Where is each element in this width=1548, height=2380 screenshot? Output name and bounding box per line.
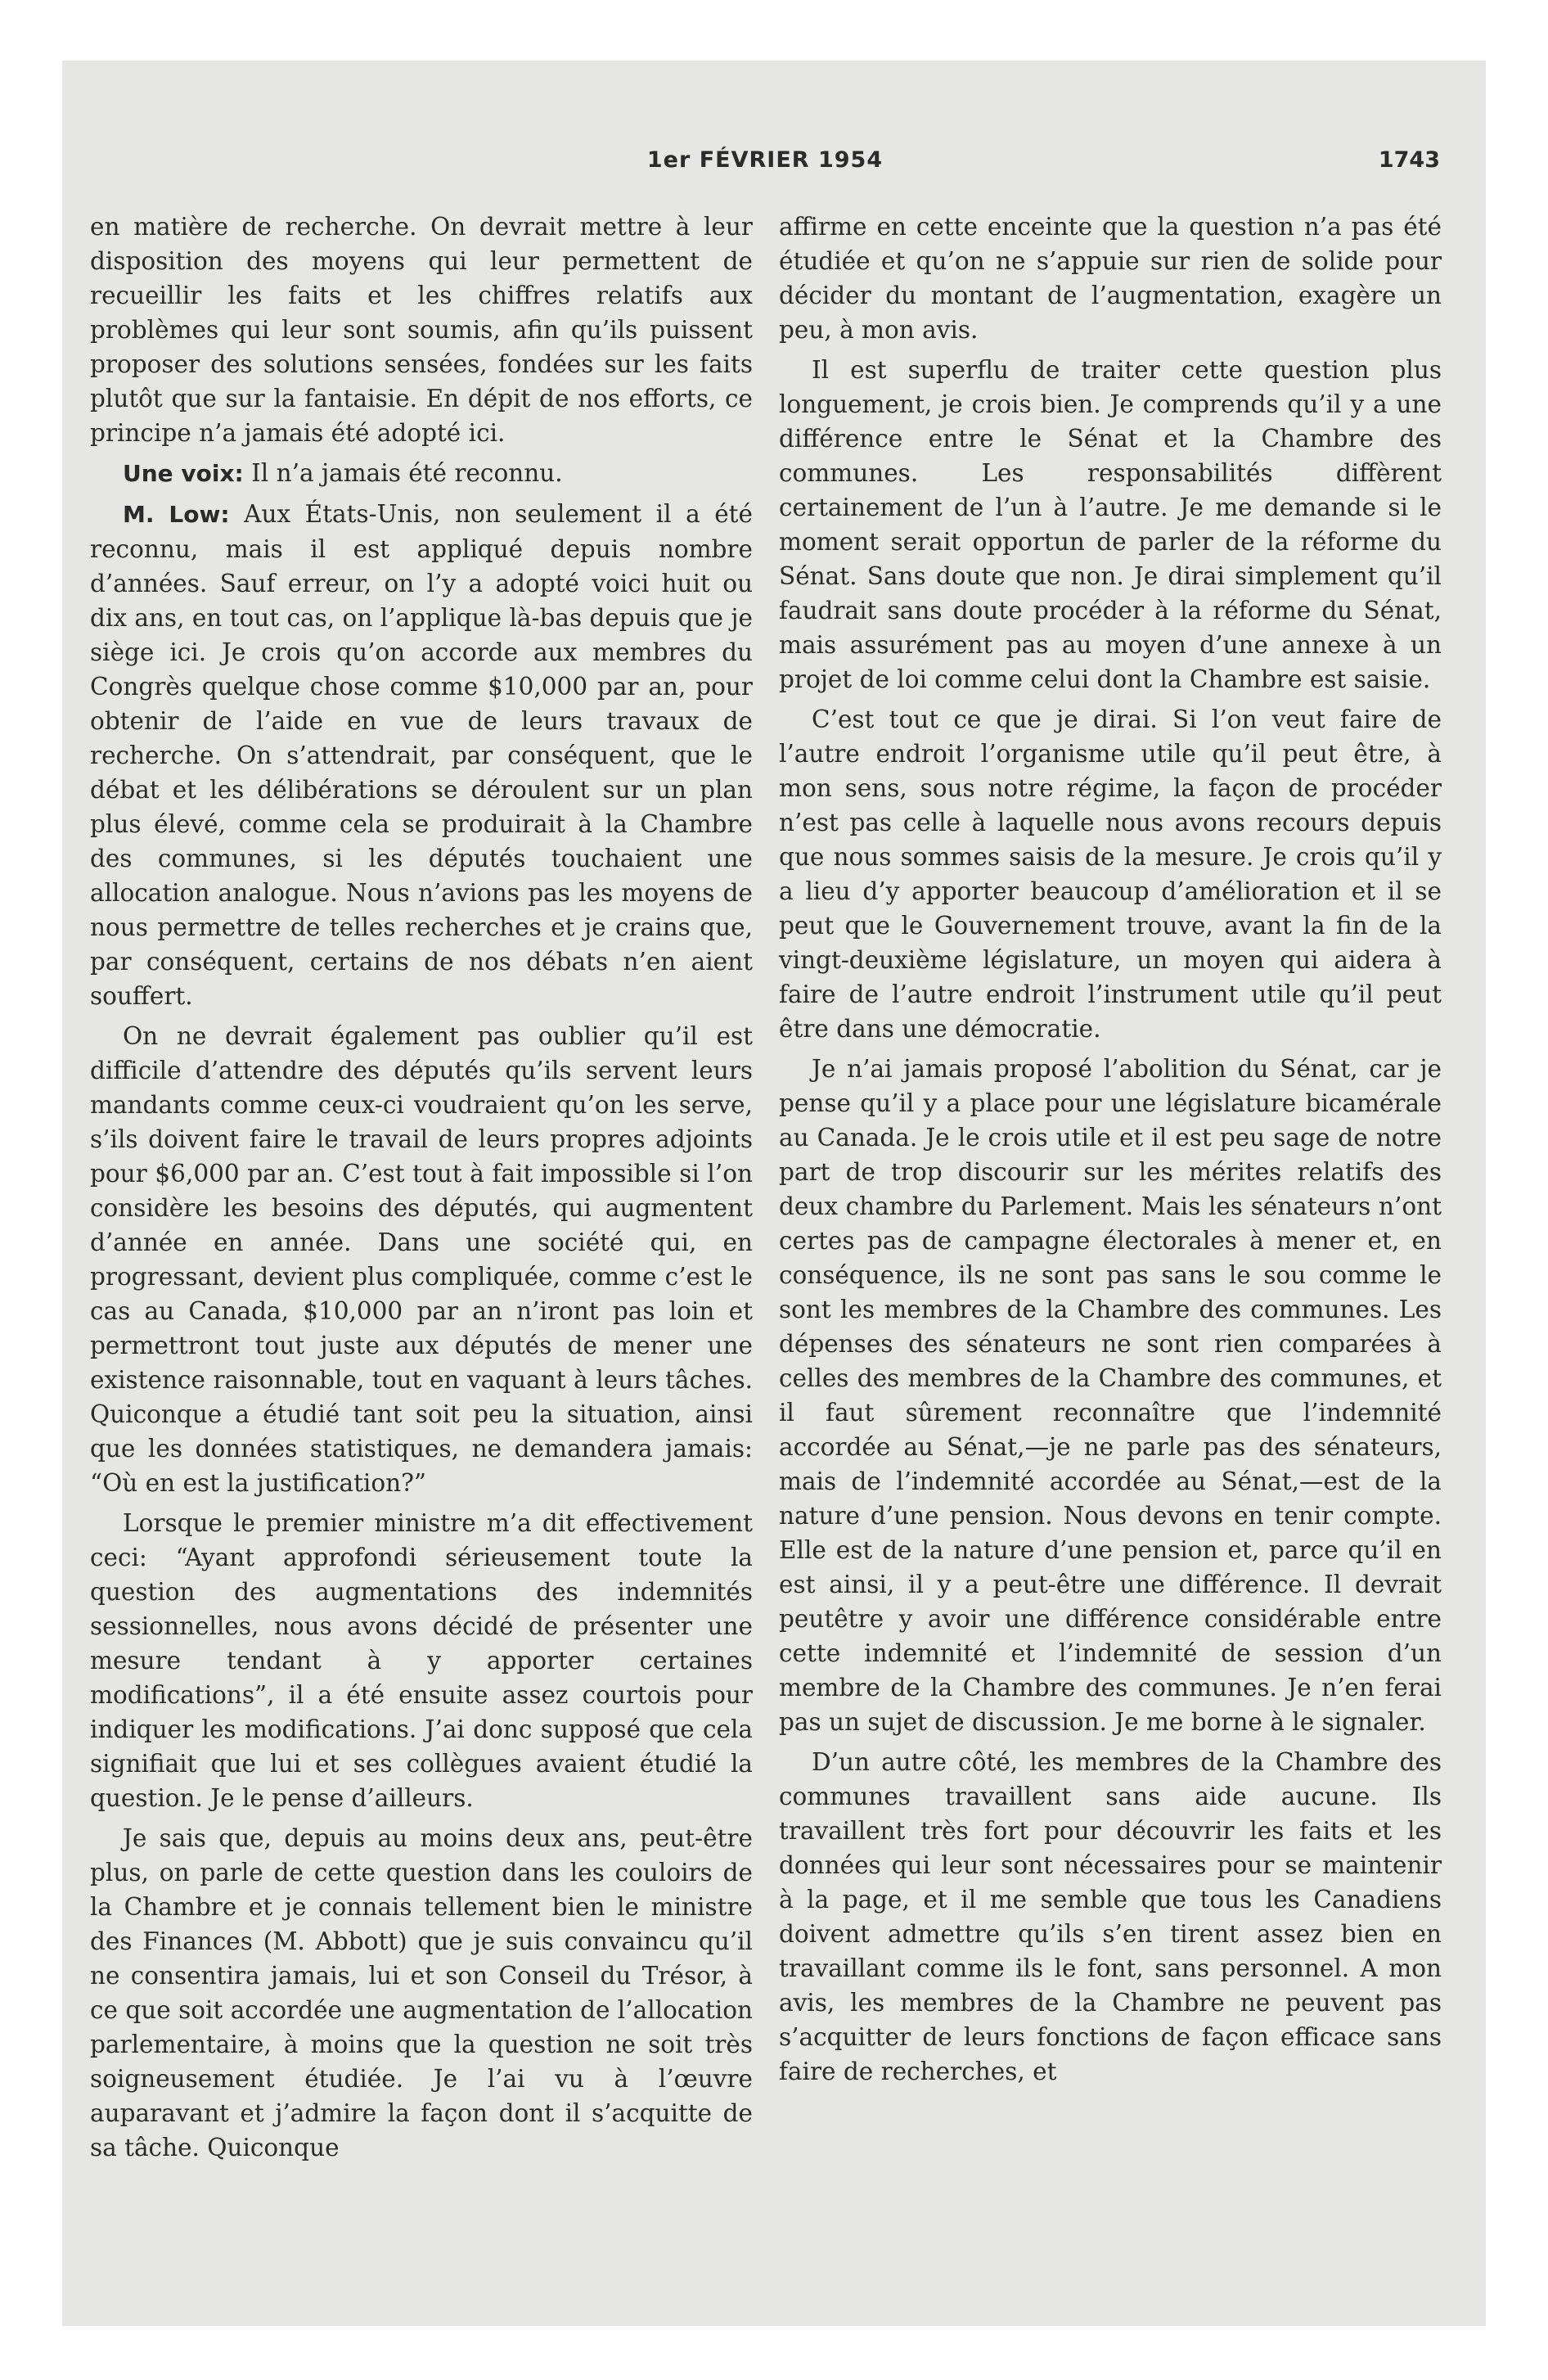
speaker-name: M. Low: (123, 501, 230, 528)
paragraph-text: On ne devrait également pas oublier qu’il est difficile d’attendre des députés qu’ils servent leurs mandants comme ceux-ci voudraient qu’on les serve, s’ils doivent faire le travail de leurs propres adjoints pour $6,000 par an. C’est tout à fait impossible si l’on considère les besoins des députés, qui augmentent d’année en année. Dans une société qui, en progressant, devient plus compliquée, comme c’est le cas au Canada, $10,000 par an n’iront pas loin et permettront tout juste aux députés de mener une existence raisonnable, tout en vaquant à leurs tâches. Quiconque a étudié tant soit peu la situation, ainsi que les données statistiques, ne demandera jamais: “Où en est la justification?” (90, 1022, 753, 1497)
left-column (90, 210, 753, 2170)
paragraph-text: en matière de recherche. On devrait mettre à leur disposition des moyens qui leur permettent de recueillir les faits et les chiffres relatifs aux problèmes qui leur sont soumis, afin qu’ils puissent proposer des solutions sensées, fondées sur les faits plutôt que sur la fantaisie. En dépit de nos efforts, ce principe n’a jamais été adopté ici. (90, 213, 753, 447)
paragraph-text: Il n’a jamais été reconnu. (251, 459, 563, 487)
speaker-name: Une voix: (123, 460, 244, 487)
paragraph (90, 456, 753, 491)
paragraph (779, 1745, 1442, 2089)
right-column (779, 210, 1442, 2094)
paragraph-text: Lorsque le premier ministre m’a dit effectivement ceci: “Ayant approfondi sérieusement toute la question des augmentations des indemnités sessionnelles, nous avons décidé de présenter une mesure tendant à y apporter certaines modifications”, il a été ensuite assez courtois pour indiquer les modifications. J’ai donc supposé que cela signifiait que lui et ses collègues avaient étudié la question. Je le pense d’ailleurs. (90, 1509, 753, 1812)
page-header (90, 147, 1440, 180)
paragraph (779, 702, 1442, 1046)
paragraph-text: Je n’ai jamais proposé l’abolition du Sénat, car je pense qu’il y a place pour une législature bicamérale au Canada. Je le crois utile et il est peu sage de notre part de trop discourir sur les mérites relatifs des deux chambre du Parlement. Mais les sénateurs n’ont certes pas de campagne électorales à mener et, en conséquence, ils ne sont pas sans le sou comme le sont les membres de la Chambre des communes. Les dépenses des sénateurs ne sont rien comparées à celles des membres de la Chambre des communes, et il faut sûrement reconnaître que l’indemnité accordée au Sénat,—je ne parle pas des sénateurs, mais de l’indemnité accordée au Sénat,—est de la nature d’une pension. Nous devons en tenir compte. Elle est de la nature d’une pension et, parce qu’il en est ainsi, il y a peut-être une différence. Il devrait peutêtre y avoir une différence considérable entre cette indemnité et l’indemnité de session d’un membre de la Chambre des communes. Je n’en ferai pas un sujet de discussion. Je me borne à le signaler. (779, 1055, 1442, 1736)
paragraph (90, 497, 753, 1013)
paragraph (90, 1821, 753, 2165)
paragraph-text: D’un autre côté, les membres de la Chambre des communes travaillent sans aide aucune. Ils travaillent très fort pour découvrir les faits et les données qui leur sont nécessaires pour se maintenir à la page, et il me semble que tous les Canadiens doivent admettre qu’ils s’en tirent assez bien en travaillant comme ils le font, sans personnel. A mon avis, les membres de la Chambre ne peuvent pas s’acquitter de leurs fonctions de façon efficace sans faire de recherches, et (779, 1748, 1442, 2085)
paragraph (779, 353, 1442, 696)
paragraph-text: Je sais que, depuis au moins deux ans, peut-être plus, on parle de cette question dans les couloirs de la Chambre et je connais tellement bien le ministre des Finances (M. Abbott) que je suis convaincu qu’il ne consentira jamais, lui et son Conseil du Trésor, à ce que soit accordée une augmentation de l’allocation parlementaire, à moins que la question ne soit très soigneusement étudiée. Je l’ai vu à l’œuvre auparavant et j’admire la façon dont il s’acquitte de sa tâche. Quiconque (90, 1824, 753, 2161)
page-number: 1743 (1378, 147, 1440, 173)
paragraph (90, 1506, 753, 1815)
header-date: 1er FÉVRIER 1954 (646, 147, 884, 173)
paragraph-text: C’est tout ce que je dirai. Si l’on veut faire de l’autre endroit l’organisme utile qu’il peut être, à mon sens, sous notre régime, la façon de procéder n’est pas celle à laquelle nous avons recours depuis que nous sommes saisis de la mesure. Je crois qu’il y a lieu d’y apporter beaucoup d’amélioration et il se peut que le Gouvernement trouve, avant la fin de la vingt-deuxième législature, un moyen qui aidera à faire de l’autre endroit l’instrument utile qu’il peut être dans une démocratie. (779, 705, 1442, 1043)
paragraph (779, 210, 1442, 347)
paragraph-text: Aux États-Unis, non seulement il a été reconnu, mais il est appliqué depuis nombre d’années. Sauf erreur, on l’y a adopté voici huit ou dix ans, en tout cas, on l’applique là-bas depuis que je siège ici. Je crois qu’on accorde aux membres du Congrès quelque chose comme $10,000 par an, pour obtenir de l’aide en vue de leurs travaux de recherche. On s’attendrait, par conséquent, que le débat et les délibérations se déroulent sur un plan plus élevé, comme cela se produirait à la Chambre des communes, si les députés touchaient une allocation analogue. Nous n’avions pas les moyens de nous permettre de telles recherches et je crains que, par conséquent, certains de nos débats n’en aient souffert. (90, 500, 753, 1010)
paragraph (779, 1052, 1442, 1739)
paragraph (90, 210, 753, 450)
paragraph-text: affirme en cette enceinte que la question n’a pas été étudiée et qu’on ne s’appuie sur rien de solide pour décider du montant de l’augmentation, exagère un peu, à mon avis. (779, 213, 1442, 344)
paragraph-text: Il est superflu de traiter cette question plus longuement, je crois bien. Je comprends qu’il y a une différence entre le Sénat et la Chambre des communes. Les responsabilités diffèrent certainement de l’un à l’autre. Je me demande si le moment serait opportun de parler de la réforme du Sénat. Sans doute que non. Je dirai simplement qu’il faudrait sans doute procéder à la réforme du Sénat, mais assurément pas au moyen d’une annexe à un projet de loi comme celui dont la Chambre est saisie. (779, 356, 1442, 693)
paragraph (90, 1019, 753, 1500)
